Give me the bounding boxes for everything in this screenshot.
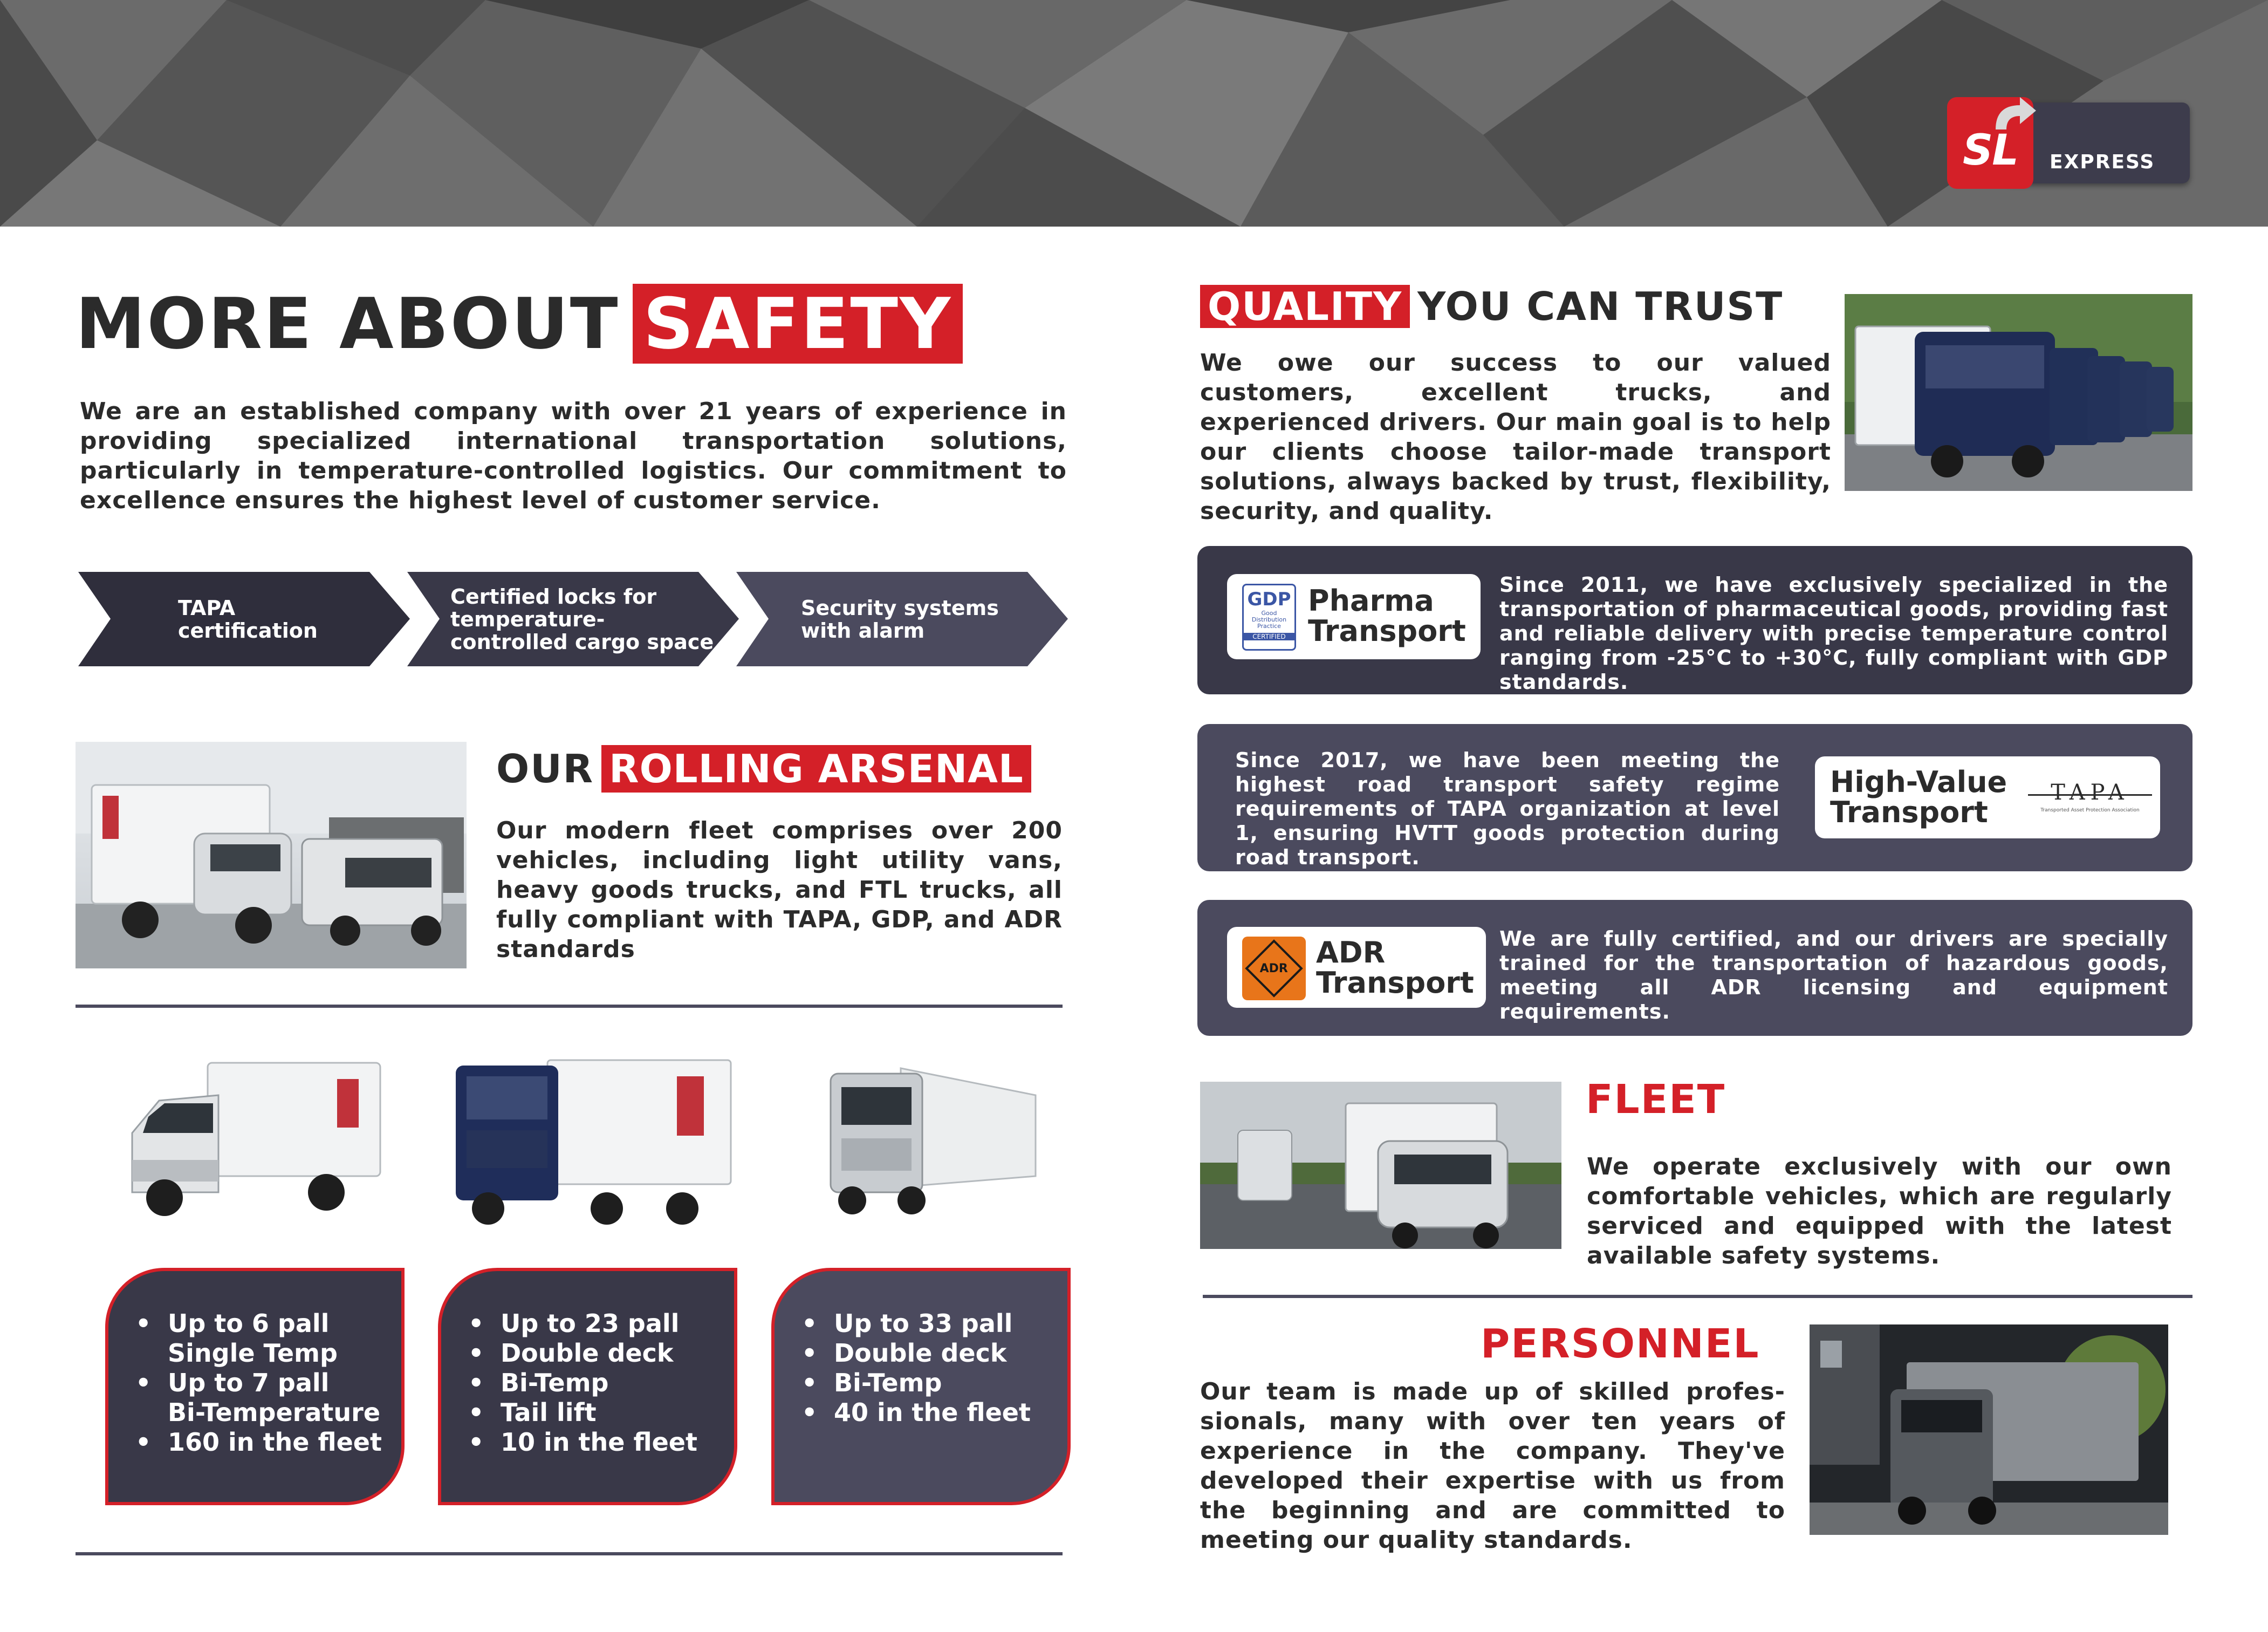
van-image bbox=[111, 1052, 391, 1219]
return-arrow-icon bbox=[1985, 97, 2039, 140]
divider-1 bbox=[76, 1005, 1063, 1008]
spec-list-van bbox=[108, 1271, 401, 1457]
quality-fleet-photo bbox=[1845, 294, 2192, 491]
spec-item: • 160 in the fleet bbox=[130, 1428, 390, 1457]
tapa-logo-label: TAPA bbox=[2051, 780, 2129, 805]
gdp-badge-label: GDP bbox=[1247, 589, 1291, 610]
arsenal-paragraph: Our modern fleet comprises over 200 vehicles, including light utility vans, heavy goods trucks, and FTL trucks, all fully compliant with TAPA, GDP, and ADR standards bbox=[496, 817, 1063, 963]
spec-item: Bi-Temperature bbox=[168, 1398, 381, 1427]
rolling-arsenal-photo bbox=[76, 742, 467, 968]
personnel-paragraph: Our team is made up of skilled profes-sionals, many with over ten years of experience in the company. They've developed their expertise with us from the beginning and are committed to meeting our quality standards. bbox=[1200, 1378, 1785, 1554]
arsenal-title-dark: OUR bbox=[496, 746, 594, 791]
double-deck-truck-image bbox=[445, 1055, 736, 1227]
spec-list-double-deck bbox=[441, 1271, 734, 1457]
pharma-text: Since 2011, we have exclusively specialized in the transportation of pharmaceutical goods, providing fast and reliable delivery with precise temperature control ranging from -25°C to +30°C, fully compliant with GDP standards. bbox=[1499, 573, 2168, 694]
adr-hazard-icon bbox=[1242, 937, 1306, 1000]
gdp-badge-cert: CERTIFIED bbox=[1244, 633, 1294, 640]
feature-pharma bbox=[1197, 546, 2192, 694]
quality-paragraph: We owe our success to our valued customers, excellent trucks, and experienced drivers. Our main goal is to help our clients choose tailor-made transport solutions, always backed by trust, flexibility, security, and quality. bbox=[1200, 349, 1831, 525]
ftl-truck-image bbox=[820, 1057, 1046, 1219]
spec-item: • 40 in the fleet bbox=[796, 1398, 1057, 1428]
safety-paragraph: We are an established company with over 21 years of experience in providing specialized international transportation solutions, particularly in temperature-controlled logistics. Our commitment to excellence ensures the highest level of customer service. bbox=[80, 398, 1067, 514]
pharma-title: Pharma Transport bbox=[1308, 584, 1466, 648]
tapa-logo-sub: Transported Asset Protection Association bbox=[2040, 808, 2140, 813]
quality-title-dark: YOU CAN TRUST bbox=[1417, 284, 1784, 329]
quality-title bbox=[1200, 285, 1783, 328]
spec-item: • Up to 7 pall bbox=[130, 1368, 390, 1398]
spec-item: • Bi-Temp bbox=[796, 1368, 1057, 1398]
highvalue-text: Since 2017, we have been meeting the highest road transport safety regime requirements of TAPA organization at level 1, ensuring HVTT goods protection during road transport. bbox=[1235, 748, 1780, 869]
pharma-badge-box bbox=[1227, 574, 1481, 659]
chevron-tapa bbox=[78, 572, 410, 666]
divider-2 bbox=[76, 1552, 1063, 1555]
spec-list-ftl bbox=[775, 1271, 1067, 1428]
spec-item: • Up to 23 pall bbox=[463, 1309, 723, 1339]
spec-item: • Up to 33 pall bbox=[796, 1309, 1057, 1339]
feature-adr bbox=[1197, 900, 2192, 1036]
spec-item: • Bi-Temp bbox=[463, 1368, 723, 1398]
highvalue-title: High-Value Transport bbox=[1830, 765, 2007, 829]
header-banner bbox=[0, 0, 2268, 227]
spec-item: Single Temp bbox=[168, 1339, 338, 1368]
spec-card-double-deck bbox=[438, 1268, 737, 1505]
safety-title-dark: MORE ABOUT bbox=[76, 283, 620, 365]
polygon-pattern bbox=[0, 0, 2268, 227]
gdp-badge-icon bbox=[1242, 584, 1296, 651]
feature-highvalue bbox=[1197, 724, 2192, 871]
spec-item: • Double deck bbox=[796, 1339, 1057, 1368]
fleet-photo bbox=[1200, 1082, 1561, 1249]
divider-3 bbox=[1203, 1295, 2192, 1298]
chevron-security bbox=[736, 572, 1068, 666]
sl-express-logo bbox=[1947, 97, 2190, 189]
quality-title-red: QUALITY bbox=[1200, 285, 1410, 328]
gdp-badge-sub: Good Distribution Practice bbox=[1251, 610, 1287, 630]
personnel-title: PERSONNEL bbox=[1481, 1321, 1760, 1367]
arsenal-title-red: ROLLING ARSENAL bbox=[601, 745, 1031, 793]
chevron-locks-label: Certified locks for temperature- controlled cargo space bbox=[450, 584, 714, 654]
chevron-locks bbox=[407, 572, 739, 666]
spec-card-van bbox=[105, 1268, 405, 1505]
tapa-logo-icon bbox=[2028, 780, 2152, 813]
adr-title: ADR Transport bbox=[1316, 936, 1474, 1000]
arsenal-title bbox=[496, 745, 1031, 793]
logo-sl-text: SL bbox=[1963, 126, 2018, 175]
chevron-tapa-label: TAPA certification bbox=[178, 596, 318, 643]
spec-card-ftl bbox=[771, 1268, 1071, 1505]
adr-hazard-label: ADR bbox=[1259, 961, 1289, 975]
safety-title-red: SAFETY bbox=[633, 284, 963, 364]
adr-text: We are fully certified, and our drivers are specially trained for the transportation of hazardous goods, meeting all ADR licensing and equipment requirements. bbox=[1499, 927, 2168, 1023]
adr-badge-box bbox=[1227, 927, 1486, 1008]
personnel-photo bbox=[1810, 1324, 2168, 1535]
chevron-security-label: Security systems with alarm bbox=[801, 596, 999, 643]
highvalue-badge-box bbox=[1815, 756, 2160, 838]
spec-item: • Double deck bbox=[463, 1339, 723, 1368]
spec-item: • Up to 6 pall bbox=[130, 1309, 390, 1339]
fleet-paragraph: We operate exclusively with our own comfortable vehicles, which are regularly serviced and equipped with the latest available safety systems. bbox=[1587, 1153, 2172, 1269]
safety-title bbox=[76, 283, 963, 365]
fleet-title: FLEET bbox=[1586, 1076, 1726, 1123]
logo-express-text: EXPRESS bbox=[2050, 151, 2155, 173]
spec-item: • Tail lift bbox=[463, 1398, 723, 1428]
spec-item: • 10 in the fleet bbox=[463, 1428, 723, 1457]
